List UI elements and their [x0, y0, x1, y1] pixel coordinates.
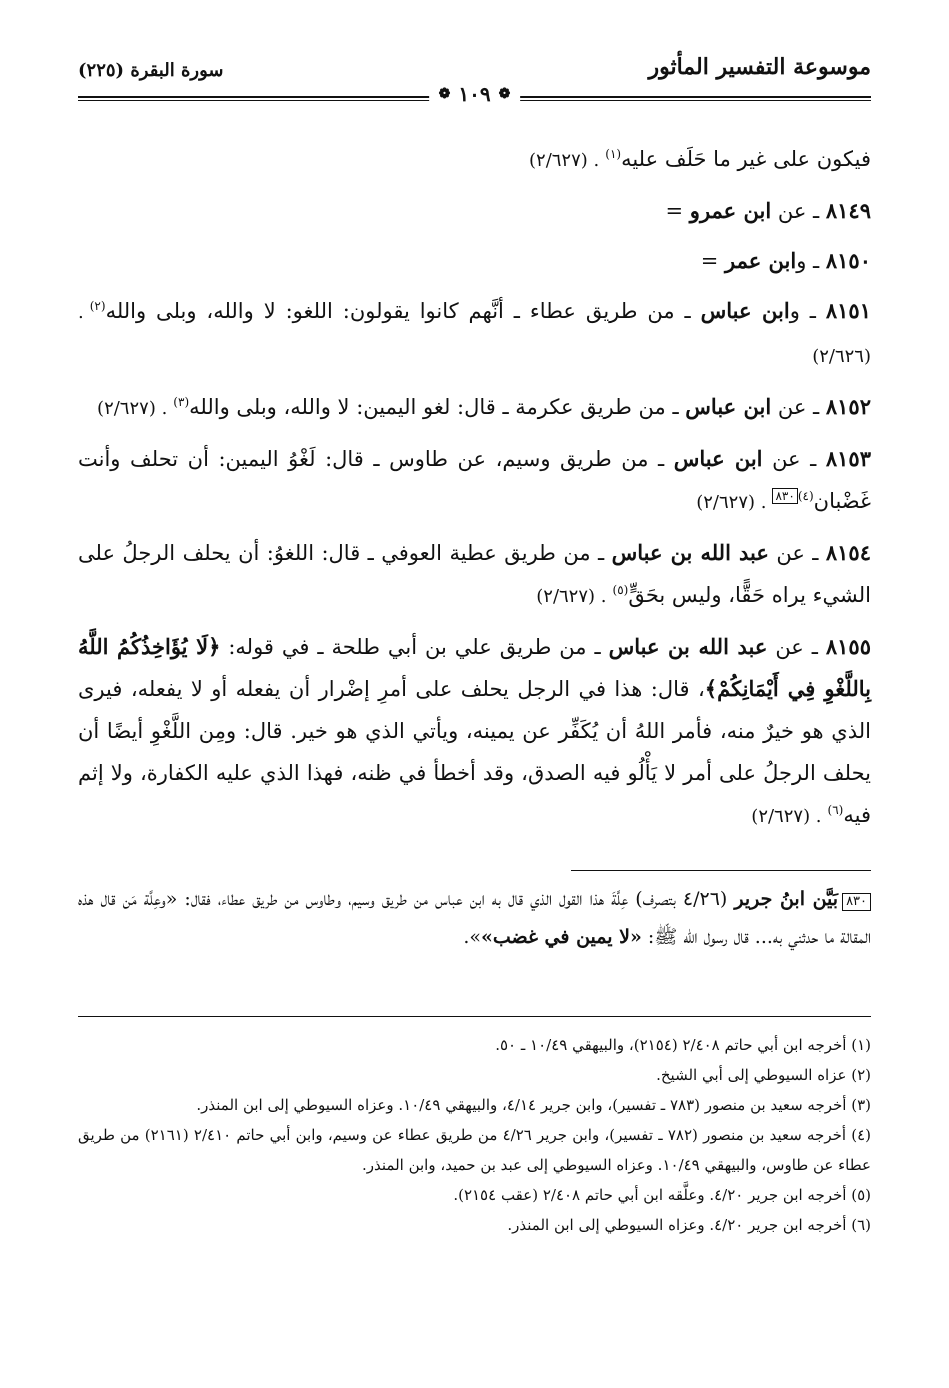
footnote: (٥) أخرجه ابن جرير ٤/٢٠. وعلَّقه ابن أبي حاتم ٢/٤٠٨ (عقب ٢١٥٤). [453, 1186, 871, 1204]
entry [78, 240, 871, 282]
narrator-name: ابن عباس [685, 394, 772, 419]
footnotes [78, 1030, 871, 1240]
footnote: (٢) عزاه السيوطي إلى أبي الشيخ. [656, 1066, 871, 1084]
entry-prefix: ـ عن [767, 635, 826, 659]
entry-text: ـ من طريق علي بن أبي طلحة ـ في قوله: [220, 635, 609, 659]
entry-text: = [700, 249, 725, 273]
entry [78, 386, 871, 430]
hadith-number: ٨١٤٩ [825, 198, 871, 223]
page-number-box [429, 82, 521, 106]
entry-text: ـ من طريق عطاء ـ أنَّهم كانوا يقولون: اللغو: لا والله، وبلى والله [105, 299, 701, 323]
narrator-name: ابن عباس [700, 298, 790, 323]
entry [78, 290, 871, 378]
entry-text-continued: ، قال: هذا في الرجل يحلف على أمرِ إضْرار أن يفعله أو لا يفعله، فيرى الذي هو خيرٌ منه، فأمر اللهُ أن يُكَفِّر عن يمينه، ويأتي الذي هو خير. قال: ومِن اللَّغْوِ أيضًا أن يحلف الرجلُ على أمر لا يَأْلُو فيه الصدق، وقد أخطأ في ظنه، فهذا الذي عليه الكفارة، ولا إثم فيه [78, 677, 871, 827]
narrator-name: ابن عمرو [689, 198, 772, 223]
hadith-number: ٨١٥٥ [825, 634, 871, 659]
narrator-name: ابن عباس [673, 446, 763, 471]
narrator-name: عبد الله بن عباس [611, 540, 769, 565]
footnote: (١) أخرجه ابن أبي حاتم ٢/٤٠٨ (٢١٥٤)، والبيهقي ١٠/٤٩ ـ ٥٠. [495, 1036, 871, 1054]
volume-page-ref: . (٢/٦٢٧) [751, 806, 822, 827]
book-title: موسوعة التفسير المأثور [648, 54, 871, 80]
entry-prefix: ـ عن [771, 199, 826, 223]
commentary-quote: «لا يمين في غضب» [480, 926, 642, 948]
footnote-marker[interactable]: (٣) [173, 395, 190, 409]
narrator-name: ابن عمر [724, 248, 797, 273]
entry-text: ـ من طريق عكرمة ـ قال: لغو اليمين: لا والله، وبلى والله [189, 395, 686, 419]
commentary-block [78, 880, 871, 956]
entry-prefix: ـ عن [768, 541, 826, 565]
volume-page-ref: . (٢/٦٢٧) [696, 492, 767, 513]
quran-verse: ﴿لَا يُؤَاخِذُكُمُ اللَّهُ بِاللَّغْوِ فِي أَيْمَانِكُمْ﴾ [78, 634, 871, 701]
commentary-text: (٤/٢٦ بتصرف) عِلَّةَ هذا القول الذي قال به ابن عباس من طريق وسيم، وطاوس من طريق عطاء، فقال: «وعِلَّة مَن قال هذه المقالة ما حدثني به... قال رسول الله ﷺ: [78, 888, 871, 948]
volume-page-ref: . (٢/٦٢٧) [97, 398, 168, 419]
entry-prefix: ـ عن [762, 447, 826, 471]
footnotes-divider [78, 1016, 871, 1017]
footnote: (٦) أخرجه ابن جرير ٤/٢٠. وعزاه السيوطي إلى ابن المنذر. [507, 1216, 871, 1234]
footnote: (٤) أخرجه سعيد بن منصور (٧٨٢ ـ تفسير)، وابن جرير ٤/٢٦ من طريق عطاء عن وسيم، وابن أبي حاتم ٢/٤١٠ (٢١٦١) من طريق عطاء عن طاوس، والبيهقي ١٠/٤٩. وعزاه السيوطي إلى عبد بن حميد، وابن المنذر. [78, 1126, 872, 1174]
entry-prefix: ـ و [796, 249, 826, 273]
hadith-number: ٨١٥١ [825, 298, 871, 323]
entry-text: = [665, 199, 690, 223]
ornament-icon: ❁ [498, 86, 511, 102]
entry-text: فيكون على غير ما حَلَف عليه [621, 147, 871, 171]
entry-text: ـ من طريق وسيم، عن طاوس ـ قال: لَغْوُ اليمين: أن تحلف وأنت غَضْبان [78, 447, 871, 513]
entry [78, 138, 871, 182]
footnote-marker[interactable]: (٥) [612, 583, 629, 597]
hadith-number: ٨١٥٢ [825, 394, 871, 419]
entry [78, 438, 871, 524]
entry [78, 532, 871, 618]
volume-page-ref: . (٢/٦٢٧) [529, 150, 600, 171]
hadith-number: ٨١٥٣ [825, 446, 871, 471]
entry-text: ـ من طريق عطية العوفي ـ قال: اللغوُ: أن يحلف الرجلُ على الشيء يراه حَقًّا، وليس بحَقٍّ [78, 541, 871, 607]
volume-page-ref: . (٢/٦٢٦) [78, 302, 871, 367]
commentary-divider [571, 870, 871, 871]
commentary-number: ٨٣٠ [842, 893, 871, 911]
commentary-end: ». [463, 926, 481, 948]
entry [78, 190, 871, 232]
page-number: ١٠٩ [458, 82, 491, 106]
commentary-author: بَيَّن ابنُ جرير [734, 888, 839, 910]
main-text [78, 138, 871, 846]
commentary-marker[interactable]: ٨٣٠ [772, 488, 797, 504]
footnote-marker[interactable]: (١) [605, 147, 622, 161]
entry [78, 626, 871, 838]
entry-prefix: ـ و [789, 299, 826, 323]
entry-prefix: ـ عن [771, 395, 826, 419]
footnote-marker[interactable]: (٢) [89, 299, 106, 313]
ornament-icon: ❁ [438, 86, 451, 102]
running-header [78, 52, 871, 106]
hadith-number: ٨١٥٤ [825, 540, 871, 565]
narrator-name: عبد الله بن عباس [608, 634, 768, 659]
volume-page-ref: . (٢/٦٢٧) [536, 586, 607, 607]
surah-reference: سورة البقرة (٢٢٥) [78, 60, 224, 81]
footnote: (٣) أخرجه سعيد بن منصور (٧٨٣ ـ تفسير)، وابن جرير ٤/١٤، والبيهقي ١٠/٤٩. وعزاه السيوطي إلى ابن المنذر. [196, 1096, 871, 1114]
footnote-marker[interactable]: (٤) [797, 489, 814, 503]
footnote-marker[interactable]: (٦) [827, 803, 844, 817]
hadith-number: ٨١٥٠ [825, 248, 871, 273]
